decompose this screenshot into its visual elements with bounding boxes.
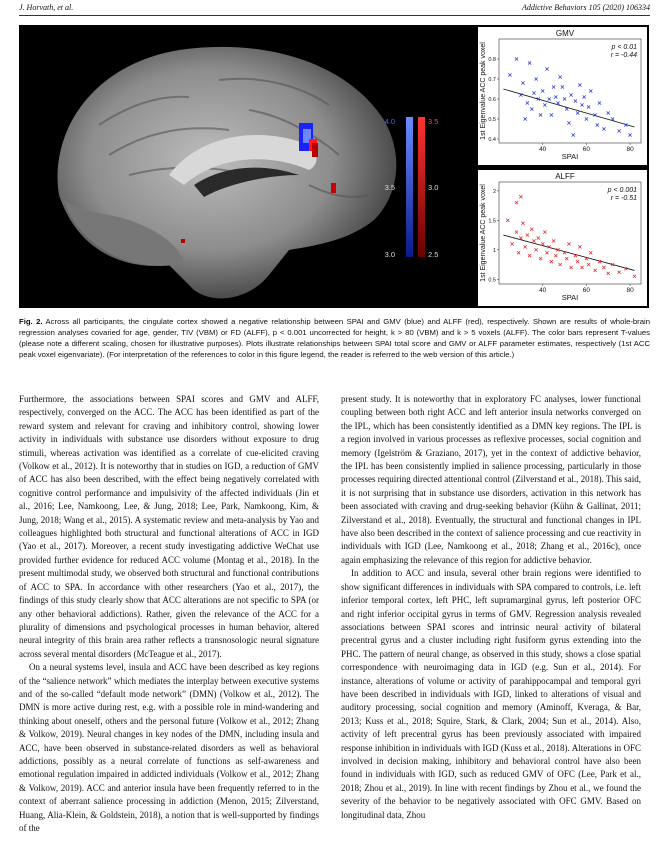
x-tick-label: 80: [626, 287, 634, 294]
cb-blue-bot: 3.0: [384, 250, 395, 259]
scatter-plots: [457, 25, 649, 308]
y-tick-label: 1.5: [488, 218, 496, 225]
y-tick-label: 0.4: [488, 137, 496, 143]
brain-slice-image: [19, 25, 457, 308]
header-journal: Addictive Behaviors 105 (2020) 106334: [522, 3, 650, 12]
figure-2: [19, 25, 649, 308]
x-axis-label: SPAI: [561, 152, 579, 161]
header-authors: J. Horvath, et al.: [19, 3, 74, 12]
y-tick-label: 0.6: [488, 97, 496, 103]
paragraph: Furthermore, the associations between SPAI scores and GMV and ALFF, respectively, converged on the ACC. The ACC has been identified as part of the reward system and relevant for craving and inhibitory control, showing lower activity in individuals with substance use disorders without exposure to drug stimuli, whereas activation was identified as a correlate of cue-elicited craving (Volkow et al., 2012). It is noteworthy that in studies on IGD, a reduction of GMV of ACC has also been described, with the effect being negatively correlated with cognitive control performance and impulsivity of the affected individuals (Jin et al., 2016; Lee, Namkoong, Lee, & Jung, 2018; Lee, Park, Namkoong, Kim, & Jung, 2018; Wang et al., 2015). A systematic review and meta-analysis by Yao and colleagues highlighted both structural and functional alterations of ACC in IGD (Yao et al., 2017). Moreover, a recent study investigating addictive WeChat use provided further evidence for reduced ACC volume (Montag et al., 2018). In the present multimodal study, we observed both structural and functional contributions of ACC to SPA. In accordance with other researchers (Yao et al., 2017), the findings of this study clearly show that ACC alterations are not specific to SPA (or any other behavioral addictions). Rather, given the relevance of the ACC for a plurality of dimensions and psychological processes in human behavior, altered neural integrity of this brain area rather reflects a transnosologic neural signature across several mental disorders (McTeague et al., 2017).: [19, 394, 319, 659]
chart-title: GMV: [555, 29, 575, 38]
x-tick-label: 40: [539, 287, 547, 294]
x-tick-label: 40: [539, 146, 547, 153]
stat-annotation: r = -0.44: [610, 52, 637, 59]
stat-annotation: p < 0.01: [611, 44, 637, 51]
running-header: [19, 3, 650, 15]
cb-blue-mid: 3.5: [384, 183, 395, 192]
cb-red-bot: 2.5: [428, 250, 439, 259]
body-column-left: [19, 393, 319, 835]
y-tick-label: 1: [492, 247, 496, 254]
y-tick-label: 0.8: [488, 57, 496, 63]
y-tick-label: 0.5: [488, 117, 496, 123]
x-tick-label: 60: [582, 287, 591, 294]
y-axis-label: 1st Eigenvalue ACC peak voxel: [480, 42, 487, 140]
caption-text: Across all participants, the cingulate cortex showed a negative relationship between SPAI and GMV (blue) and ALFF (red), respectively. Shown are results of whole-brain regression analyses covaried for age, gender, TIV (VBM) or FD (ALFF), p < 0.001 uncorrected for height, k > 80 (VBM) and k > 5 voxels (ALFF). The color bars represent T-values (please note a different scaling, chosen for illustrative purposes). Plots illustrate relationships between SPAI total score and GMV or ALFF parameter estimates, respectively (1st ACC peak voxel eigenvariate). (For interpretation of the references to color in this figure legend, the reader is referred to the web version of this article.): [19, 317, 650, 360]
chart-title: ALFF: [555, 172, 575, 181]
y-tick-label: 0.5: [488, 277, 496, 284]
colorbar-blue: [406, 117, 413, 257]
x-tick-label: 60: [582, 146, 591, 153]
scatter-svg: [457, 25, 649, 308]
y-tick-label: 2: [492, 188, 496, 195]
stat-annotation: p < 0.001: [607, 187, 637, 194]
y-axis-label: 1st Eigenvalue ACC peak voxel: [480, 184, 487, 282]
cb-blue-top: 4.0: [384, 117, 395, 126]
body-column-right: [341, 393, 641, 822]
stat-annotation: r = -0.51: [610, 195, 637, 202]
header-rule: [19, 15, 650, 16]
colorbar-red: [418, 117, 425, 257]
paragraph: present study. It is noteworthy that in exploratory FC analyses, lower functional coupling between both right ACC and left anterior insula networks converged on the IPL, which has been consistently identified as a DMN key regions. The IPL is a region involved in various processes as reflexive processes, social cognition and memory (Igelström & Graziano, 2017), yet in the context of addictive behavior, the IPL has been consistently implied in salience processing, particularly in those processes requiring directed attentional control (Zilverstand et al., 2018). This said, it is not surprising that in substance use disorders, activation in this network has been associated with craving and drug-seeking behavior (Kühn & Gallinat, 2011; Zilverstand et al., 2018). Eventually, the structural and functional changes in IPL have also been described in the context of salience processing and cue reactivity in individuals with IGD (Lee, Namkoong et al., 2018; Zhang et al., 2016c), once again emphasizing the relevance of this region for addictive behavior.: [341, 394, 641, 565]
x-tick-label: 80: [626, 146, 634, 153]
brain-sagittal-svg: [19, 25, 457, 308]
paragraph: On a neural systems level, insula and ACC have been described as key regions of the “salience network” which mediates the interplay between executive systems and of the so-called “default mode network” (DMN) (Volkow et al., 2012). The DMN is more active during rest, e.g. with a possible role in mind-wandering and thinking about oneself, others and the personal future (Volkow et al., 2012; Zhang & Volkow, 2019). Neural changes in key nodes of the DMN, including insula and ACC, have been observed in substance-related disorders as well as behavioral addictions, possibly as a neural correlate of functions as self-awareness and emotional regulation impaired in addicted individuals (Volkow et al., 2012; Zhang & Volkow, 2019). ACC and anterior insula have been frequently referred to in the context of aberrant salience processing in addiction (Menon, 2015; Zilverstand, Huang, Alia-Klein, & Goldstein, 2018), a notion that is well-supported by findings of the: [19, 662, 319, 833]
paragraph: In addition to ACC and insula, several other brain regions were identified to show significant differences in individuals with SPA compared to controls, i.e. left inferior temporal cortex, left PHC, left supramarginal gyrus, left posterior OFC and right inferior occipital gyrus in terms of GMV. Regression analysis revealed associations between SPAI scores and intrinsic neural activity of bilateral precentral gyrus and a cluster including right fusiform gyrus extending into the PHC. The pattern of neural change, as observed in this study, shows a close spatial correspondence with neuroimaging data in IGD (e.g. Sun et al., 2014). For instance, alterations of volume or activity of parahippocampal and temporal gyri have been described in individuals with IGD, linked to alterations of visual and auditory processing, social cognition and memory (Aminoff, Kveraga, & Bar, 2013; Kuss et al., 2018; Squire, Stark, & Clark, 2004; Sun et al., 2014). Also, activity of left precentral gyrus has been previously associated with impaired response inhibition in individuals with IGD (Kuss et al., 2018). Alterations in OFC involved in decision making, inhibitory and behavioral control have also been found in individuals with IGD, such as reduced GMV of OFC (Lee, Park et al., 2018; Zhou et al., 2019). In line with recent findings by Zhou et al., we found the severity of the behavior to be negatively associated with OFC GMV. Based on longitudinal data, Zhou: [341, 568, 641, 820]
cb-red-top: 3.5: [428, 117, 439, 126]
figure-caption: [19, 316, 650, 360]
cb-red-mid: 3.0: [428, 183, 439, 192]
x-axis-label: SPAI: [561, 293, 579, 302]
y-tick-label: 0.7: [488, 77, 496, 83]
caption-label: Fig. 2.: [19, 317, 43, 326]
